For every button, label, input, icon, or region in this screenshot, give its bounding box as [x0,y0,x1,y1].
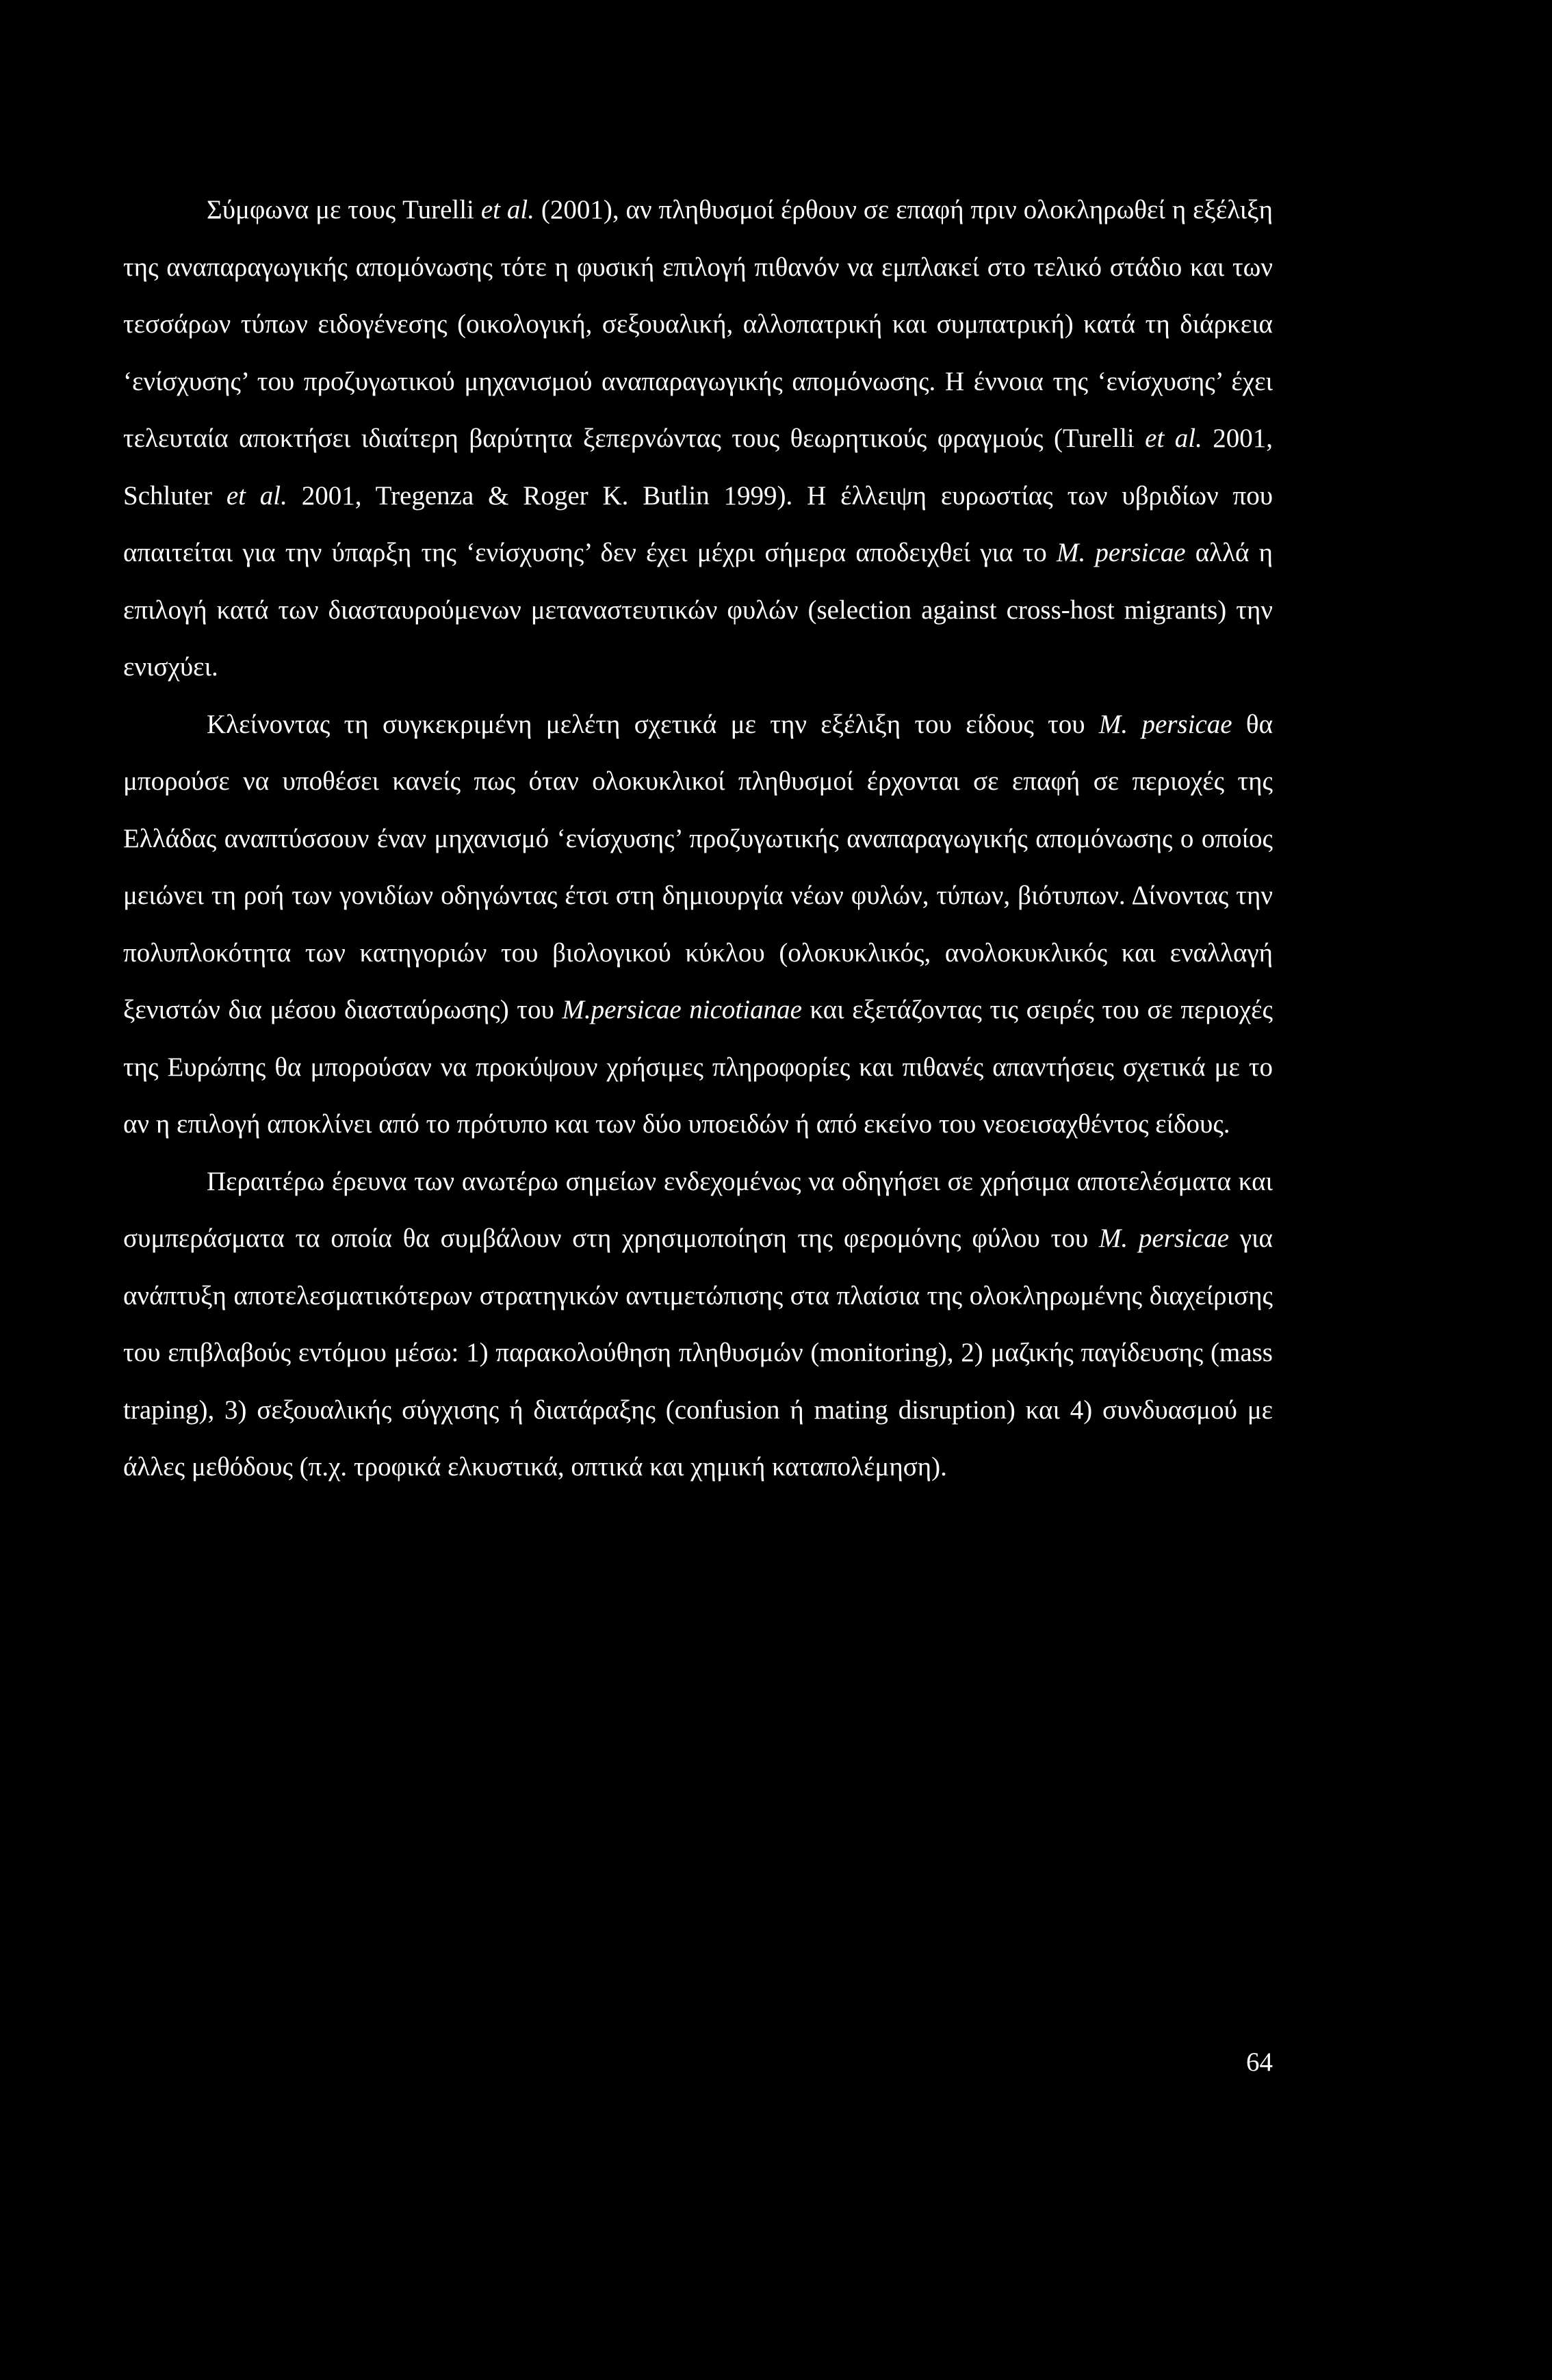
text-segment: et al. [480,195,534,224]
text-segment: et al. [1145,424,1202,453]
text-segment: M. persicae [1056,538,1186,567]
text-segment: M.persicae nicotianae [562,995,802,1024]
text-segment: M. persicae [1098,709,1232,739]
text-segment: 2001, Tregenza & Roger K. Butlin 1999). Η έλλειψη ευρωστίας των υβριδίων που απαιτείται για την ύπαρξη της ‘ενίσχυσης’ δεν έχει μέχρι σήμερα αποδειχθεί για το [123,480,1273,567]
text-segment: Περαιτέρω έρευνα των ανωτέρω σημείων ενδεχομένως να οδηγήσει σε χρήσιμα αποτελέσματα και συμπεράσματα τα οποία θα συμβάλουν στη χρησιμοποίηση της φερομόνης φύλου του [123,1166,1273,1253]
text-segment: (2001), αν πληθυσμοί έρθουν σε επαφή πριν ολοκληρωθεί η εξέλιξη της αναπαραγωγικής απομόνωσης τότε η φυσική επιλογή πιθανόν να εμπλακεί στο τελικό στάδιο και των τεσσάρων τύπων ειδογένεσης (οικολογική, σεξουαλική, αλλοπατρική και συμπατρική) κατά τη διάρκεια ‘ενίσχυσης’ του προζυγωτικού μηχανισμού αναπαραγωγικής απομόνωσης. Η έννοια της ‘ενίσχυσης’ έχει τελευταία αποκτήσει ιδιαίτερη βαρύτητα ξεπερνώντας τους θεωρητικούς φραγμούς (Turelli [123,195,1273,453]
text-segment: για ανάπτυξη αποτελεσματικότερων στρατηγικών αντιμετώπισης στα πλαίσια της ολοκληρωμένης διαχείρισης του επιβλαβούς εντόμου μέσω: 1) παρακολούθηση πληθυσμών (monitoring), 2) μαζικής παγίδευσης (mass traping), 3) σεξουαλικής σύγχισης ή διατάραξης (confusion ή mating disruption) και 4) συνδυασμού με άλλες μεθόδους (π.χ. τροφικά ελκυστικά, οπτικά και χημική καταπολέμηση). [123,1224,1273,1482]
text-segment: et al. [226,480,287,510]
text-segment: Κλείνοντας τη συγκεκριμένη μελέτη σχετικά με την εξέλιξη του είδους του [207,709,1099,739]
text-segment: M. persicae [1098,1224,1230,1253]
text-segment: αλλά η επιλογή κατά των διασταυρούμενων μεταναστευτικών φυλών (selection against cross-host migrants) την ενισχύει. [123,538,1273,682]
text-segment: θα μπορούσε να υποθέσει κανείς πως όταν ολοκυκλικοί πληθυσμοί έρχονται σε επαφή σε περιοχές της Ελλάδας αναπτύσσουν έναν μηχανισμό ‘ενίσχυσης’ προζυγωτικής αναπαραγωγικής απομόνωσης ο οποίος μειώνει τη ροή των γονιδίων οδηγώντας έτσι στη δημιουργία νέων φυλών, τύπων, βιότυπων. Δίνοντας την πολυπλοκότητα των κατηγοριών του βιολογικού κύκλου (ολοκυκλικός, ανολοκυκλικός και εναλλαγή ξενιστών δια μέσου διασταύρωσης) του [123,709,1273,1024]
paragraph-2 [123,696,1273,1153]
text-segment: 2001, Schluter [123,424,1273,510]
text-segment: Σύμφωνα με τους Turelli [207,195,481,224]
body-text [123,181,1273,1496]
paragraph-3 [123,1153,1273,1496]
paragraph-1 [123,181,1273,696]
text-segment: και εξετάζοντας τις σειρές του σε περιοχές της Ευρώπης θα μπορούσαν να προκύψουν χρήσιμες πληροφορίες και πιθανές απαντήσεις σχετικά με το αν η επιλογή αποκλίνει από το πρότυπο και των δύο υποειδών ή από εκείνο του νεοεισαχθέντος είδους. [123,995,1273,1139]
page-number: 64 [1246,2047,1273,2077]
